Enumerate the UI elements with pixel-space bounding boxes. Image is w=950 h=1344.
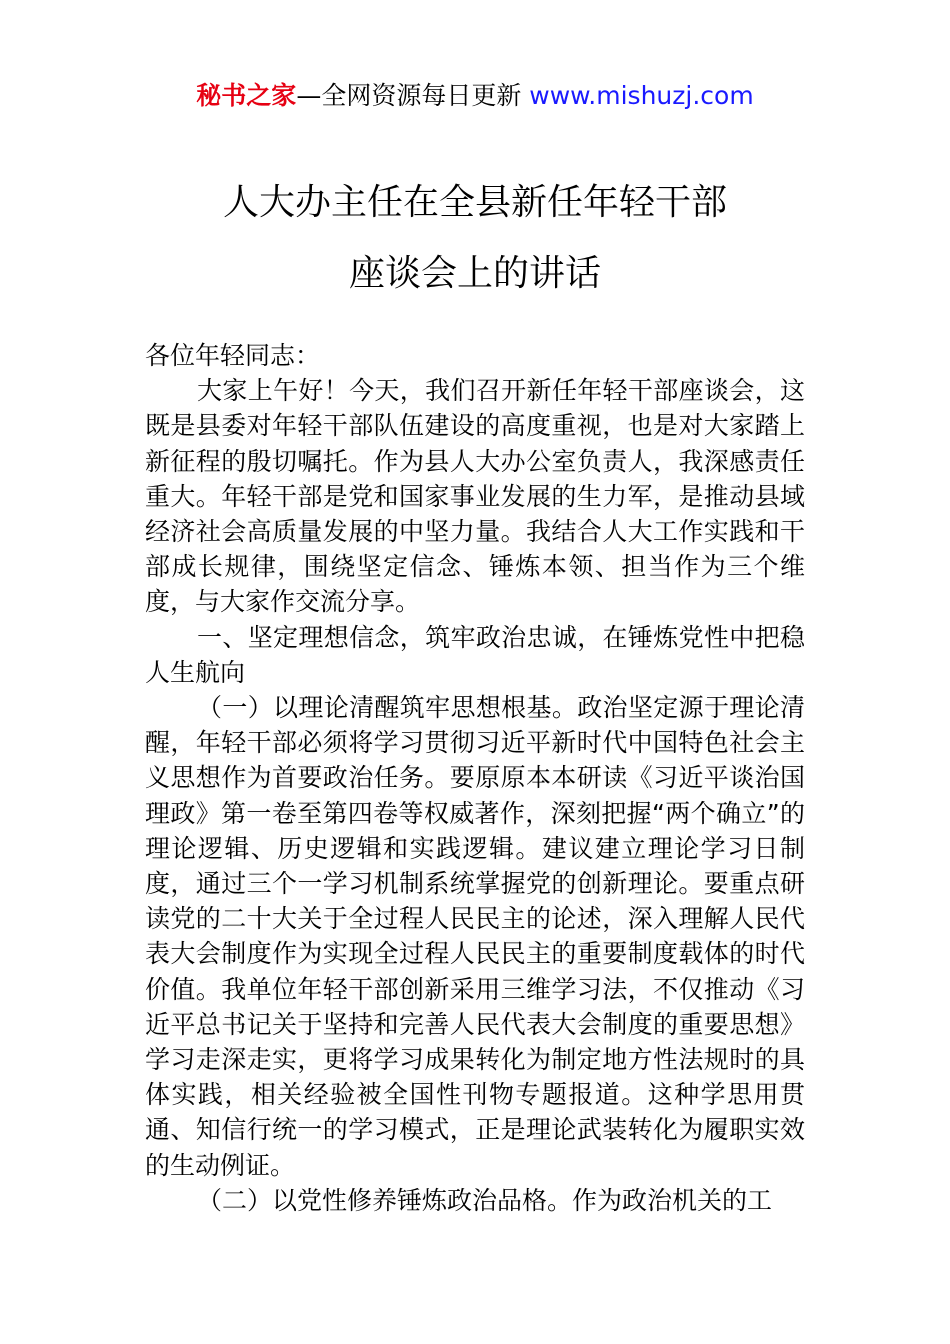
section-heading-1: 一、坚定理想信念，筑牢政治忠诚，在锤炼党性中把稳人生航向: [145, 622, 805, 687]
document-title-line-1: 人大办主任在全县新任年轻干部: [222, 182, 727, 223]
paragraph-intro: 大家上午好！今天，我们召开新任年轻干部座谈会，这既是县委对年轻干部队伍建设的高度重视，也是对大家踏上新征程的殷切嘱托。作为县人大办公室负责人，我深感责任重大。年轻干部是党和国家事业发展的生力军，是推动县域经济社会高质量发展的中坚力量。我结合人大工作实践和干部成长规律，围绕坚定信念、锤炼本领、担当作为三个维度，与大家作交流分享。: [145, 376, 805, 617]
salutation: 各位年轻同志：: [145, 341, 321, 370]
paragraph-theory: （一）以理论清醒筑牢思想根基。政治坚定源于理论清醒，年轻干部必须将学习贯彻习近平新时代中国特色社会主义思想作为首要政治任务。要原原本本研读《习近平谈治国理政》第一卷至第四卷等权威著作，深刻把握“两个确立”的理论逻辑、历史逻辑和实践逻辑。建议建立理论学习日制度，通过三个一学习机制系统掌握党的创新理论。要重点研读党的二十大关于全过程人民民主的论述，深入理解人民代表大会制度作为实现全过程人民民主的重要制度载体的时代价值。我单位年轻干部创新采用三维学习法，不仅推动《习近平总书记关于坚持和完善人民代表大会制度的重要思想》学习走深走实，更将学习成果转化为制定地方性法规时的具体实践，相关经验被全国性刊物专题报道。这种学思用贯通、知信行统一的学习模式，正是理论武装转化为履职实效的生动例证。: [145, 693, 805, 1180]
brand-name: 秘书之家: [196, 81, 297, 110]
site-url[interactable]: www.mishuzj.com: [529, 81, 754, 110]
watermark-header: [0, 80, 950, 112]
document-title-line-2: 座谈会上的讲话: [348, 253, 601, 294]
document-body: [145, 338, 805, 1218]
header-tagline: —全网资源每日更新: [296, 81, 530, 110]
paragraph-party-spirit: （二）以党性修养锤炼政治品格。作为政治机关的工: [197, 1185, 773, 1215]
